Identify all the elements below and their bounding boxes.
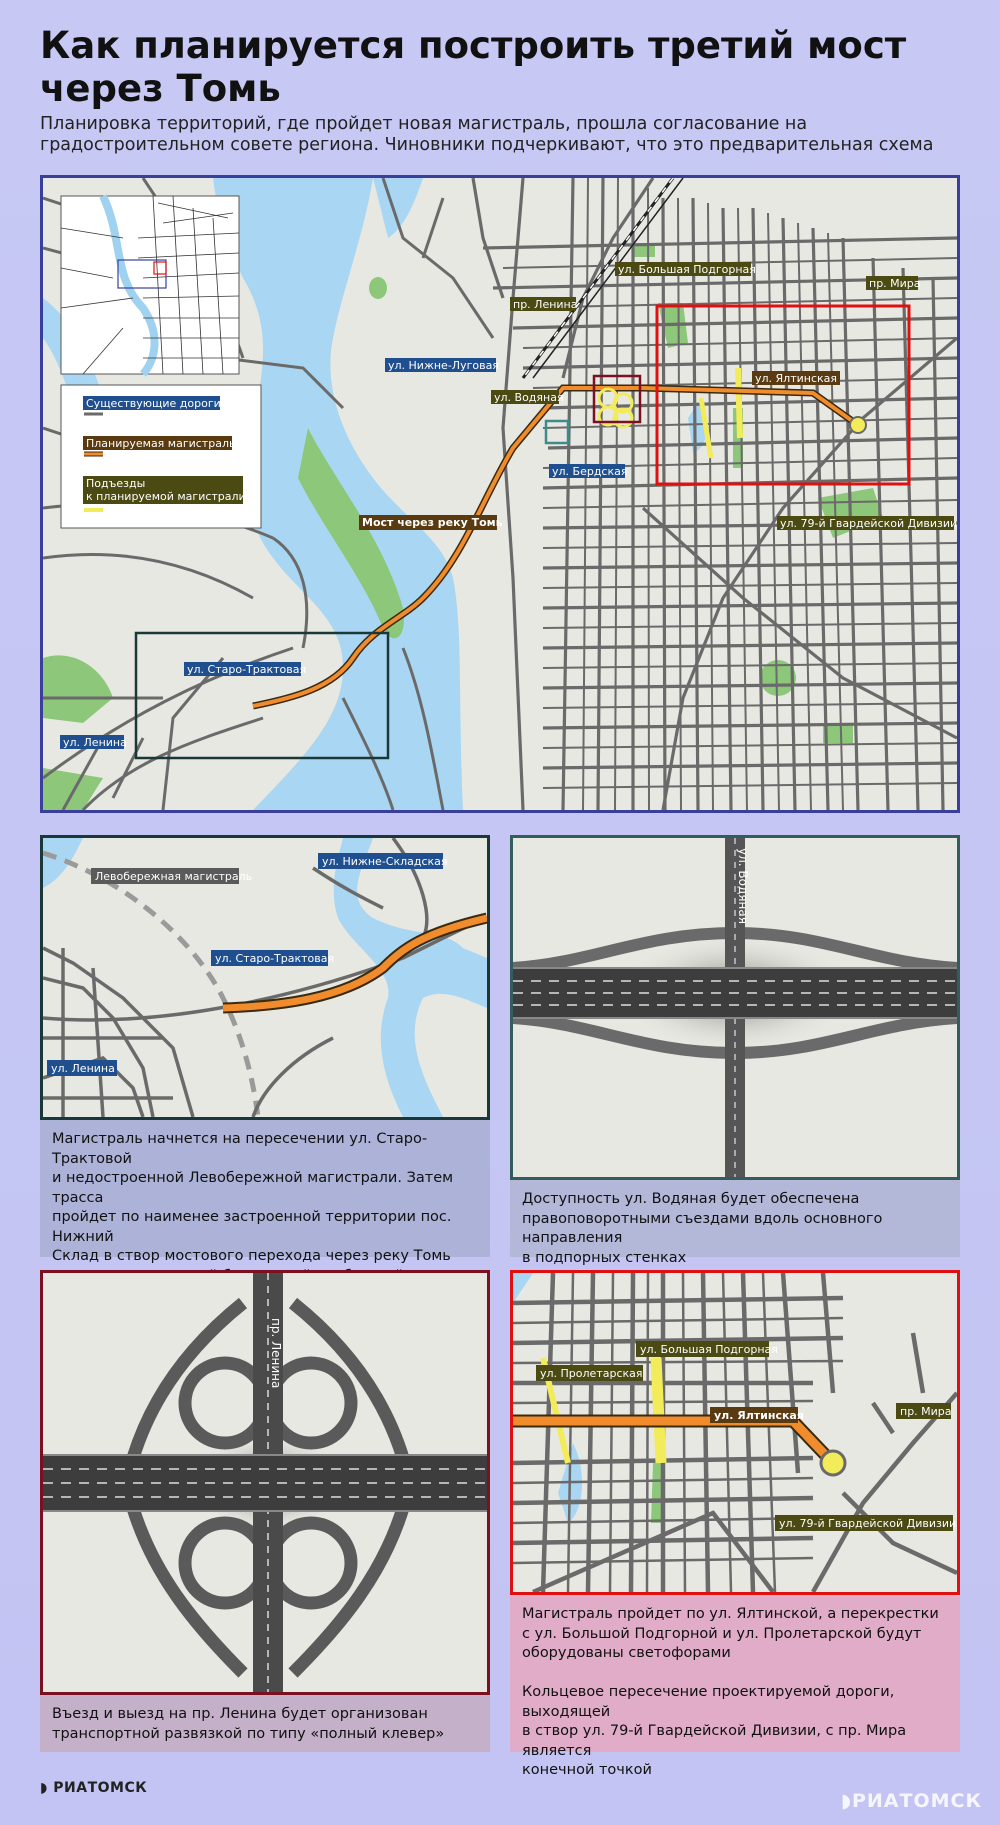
label-staro-traktovaya-2: ул. Старо-Трактовая: [215, 952, 335, 965]
label-bolshaya-podgornaya: ул. Большая Подгорная: [618, 263, 756, 276]
panel-vodyanaya-caption: Доступность ул. Водяная будет обеспечена правоповоротными съездами вдоль основного направления в подпорных стенках: [510, 1180, 960, 1257]
label-gvard-div: ул. 79-й Гвардейской Дивизии: [780, 517, 957, 530]
overview-inset: [61, 196, 239, 374]
label-proletarskaya: ул. Пролетарская: [540, 1367, 643, 1380]
label-pr-lenina: пр. Ленина: [513, 298, 578, 311]
label-staro-traktovaya: ул. Старо-Трактовая: [187, 663, 307, 676]
label-berdskaya: ул. Бердская: [552, 465, 628, 478]
panel-yaltinskaya-caption: Магистраль пройдет по ул. Ялтинской, а перекрестки с ул. Большой Подгорной и ул. Пролетарской будут оборудованы светофорами Кольцевое пересечение проектируемой дороги, выходящей в створ ул. 79-й Гвардейской Дивизии, с пр. Мира является конечной точкой: [510, 1595, 960, 1752]
label-bridge: Мост через реку Томь: [362, 516, 503, 529]
ria-tomsk-logo: ◗ РИАТОМСК: [40, 1780, 148, 1796]
roundabout: [821, 1451, 845, 1475]
watermark-text: РИАТОМСК: [851, 1790, 982, 1812]
panel-west-caption: Магистраль начнется на пересечении ул. Старо-Трактовой и недостроенной Левобережной магистрали. Затем трасса пройдет по наименее застроенной территории пос. Нижний Склад в створ мостового перехода через реку Томь: [40, 1120, 490, 1257]
ria-tomsk-watermark: ◗РИАТОМСК: [840, 1790, 982, 1812]
label-nizhne-lugovaya: ул. Нижне-Луговая: [388, 359, 499, 372]
panel-west-map[interactable]: [40, 835, 490, 1120]
approach-bolshaya-podgornaya: [656, 1358, 661, 1463]
label-yaltinskaya-2: ул. Ялтинская: [714, 1409, 804, 1422]
page-subtitle: Планировка территорий, где пройдет новая магистраль, прошла согласование на градостроительном совете региона. Чиновники подчеркивают, что это предварительная схема: [40, 114, 934, 155]
panel-lenina-map[interactable]: [40, 1270, 490, 1695]
legend-existing-label: Существующие дороги: [86, 397, 221, 410]
legend-planned-label: Планируемая магистраль: [86, 437, 236, 450]
label-bolshaya-podgornaya-2: ул. Большая Подгорная: [640, 1343, 778, 1356]
label-pr-lenina-street: пр. Ленина: [269, 1318, 283, 1389]
label-yaltinskaya: ул. Ялтинская: [755, 372, 838, 385]
main-map[interactable]: [40, 175, 960, 813]
logo-text: РИАТОМСК: [53, 1780, 148, 1796]
label-pr-mira: пр. Мира: [869, 277, 921, 290]
panel-vodyanaya-map[interactable]: [510, 835, 960, 1180]
main-map-svg: [43, 178, 957, 810]
legend: [61, 385, 261, 528]
label-vodyanaya: ул. Водяная: [494, 391, 564, 404]
page-title: Как планируется построить третий мост через Томь: [40, 24, 907, 110]
label-vodyanaya-street: ул. Водяная: [736, 848, 750, 924]
label-gvard-div-2: ул. 79-й Гвардейской Дивизии: [779, 1517, 957, 1530]
label-ul-lenina: ул. Ленина: [63, 736, 127, 749]
label-nizhne-skladskaya: ул. Нижне-Складская: [322, 855, 448, 868]
panel-yaltinskaya-map[interactable]: [510, 1270, 960, 1595]
legend-approaches-label: Подъезды к планируемой магистрали: [86, 477, 246, 503]
label-pr-mira-2: пр. Мира: [900, 1405, 952, 1418]
label-ul-lenina-2: ул. Ленина: [51, 1062, 115, 1075]
panel-lenina-caption: Въезд и выезд на пр. Ленина будет организован транспортной развязкой по типу «полный клевер»: [40, 1695, 490, 1752]
label-levoberezhnaya: Левобережная магистраль: [95, 870, 253, 883]
